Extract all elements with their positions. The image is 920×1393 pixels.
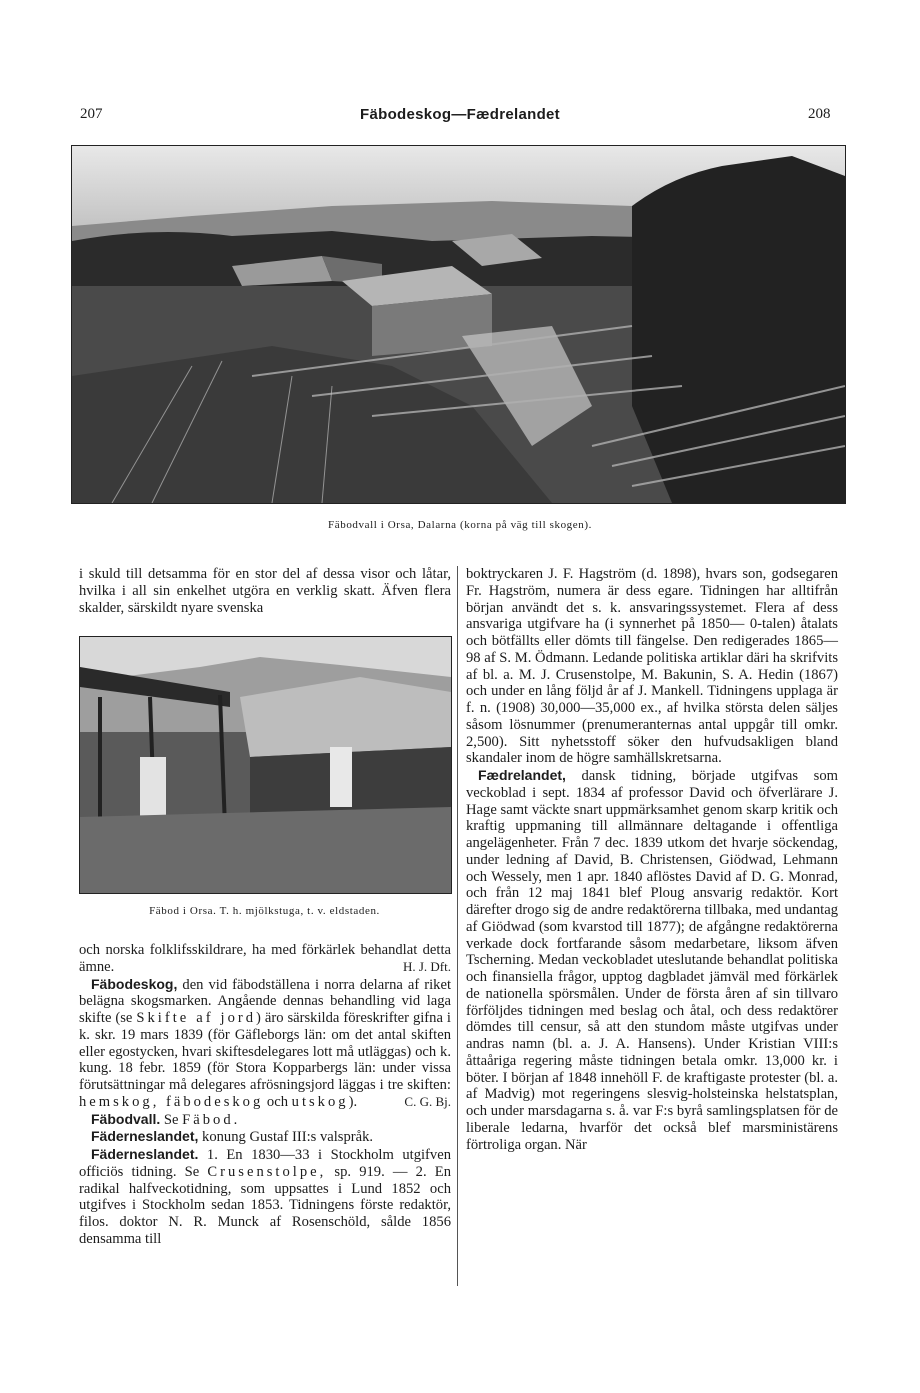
running-head: Fäbodeskog—Fædrelandet	[360, 106, 560, 123]
left-column-entries	[79, 942, 451, 1248]
lemma-faderneslandet-2: Fäderneslandet.	[91, 1146, 199, 1162]
cross-reference: Fäbod.	[182, 1111, 241, 1128]
entry-fabodeskog	[79, 976, 451, 1111]
entry-faderneslandet-2	[79, 1146, 451, 1248]
lemma-faderneslandet: Fäderneslandet,	[91, 1128, 199, 1145]
entry-faderneslandet-1	[79, 1128, 451, 1146]
lemma-faedrelandet: Fædrelandet,	[478, 767, 566, 783]
cross-reference: utskog	[291, 1093, 349, 1110]
entry-text: dansk tidning, började utgifvas som veckoblad i sept. 1834 af professor David och öfverlärare J. Hage samt väckte snart uppmärksamhet genom skarp kritik och kraftig uppmaning till allmännare deltagande i offentliga angelägenheter. Från 7 dec. 1839 utkom det hvarje söckendag, under ledning af David, B. Christensen, Giödwad, Lehmann och Wessely, men 1 apr. 1840 aflöstes David af D. G. Monrad, och från 12 maj 1841 blef Ploug ansvarig redaktör. Kort därefter drogo sig de andre redaktörerna tillbaka, med undantag af Giödwad (som kvarstod till 1877); de afgångne redaktörerna verkade dock fortfarande såsom medarbetare, liksom äfven Tscherning. Medan veckobladet uteslutande behandlat politiska och finansiella frågor, upptog dagbladet jämväl med förkärlek de nationella spörsmålen. Under de första åren af sin tillvaro förföljdes tidningen med beslag och åtal, och dess redaktörer dömdes till censur, så att den stundom måste utgifvas under andras namn (bl. a. J. A. Hansens). Under Kristian VIII:s åttaåriga regering måste tidningen betala omkr. 13,000 kr. i böter. I början af 1848 innehöll F. de kraftigaste protester (bl. a. af Madvig) mot regeringens slesvig-holsteinska helstatsplan, och under marsdagarna s. å. var F:s byrå samlingsplatsen för de liberale ledarna, hvarför det också blef marsministärens förtroliga organ. När	[466, 768, 838, 1153]
lemma-fabodvall: Fäbodvall.	[91, 1110, 161, 1127]
cross-reference: Crusenstolpe,	[207, 1163, 327, 1180]
cross-reference: Skifte af jord	[136, 1010, 257, 1026]
left-continuation-text: och norska folklifsskildrare, ha med förkärlek behandlat detta ämne.	[79, 942, 451, 975]
entry-text: sp. 919. — 2. En radikal halfveckotidning, som uppsattes i Lund 1852 och utgifves i Stockholm sedan 1853. Tidningens förste redaktör, filos. doktor N. R. Munck af Rosenschöld, sålde 1856 densamma till	[79, 1163, 451, 1247]
page-number-left: 207	[80, 106, 103, 122]
photo-fabod	[79, 636, 452, 894]
left-continuation	[79, 942, 451, 976]
left-column-intro	[79, 566, 451, 616]
cross-reference: hemskog, fäbodeskog	[79, 1093, 264, 1110]
photo-fabodvall	[71, 145, 846, 504]
entry-faedrelandet	[466, 767, 838, 1153]
entry-text: den vid fäbodställena i norra delarna af riket belägna skogsmarken. Angående dennas behandling vid laga skifte (se	[79, 976, 451, 1026]
entry-text: konung Gustaf III:s valspråk.	[198, 1129, 374, 1146]
entry-text: ) äro särskilda föreskrifter gifna i k. skr. 19 mars 1839 (för Gäfleborgs län: om det antal skiften eller egostycken, hvari skiftesdelegares lott må utläggas) och k. kung. 18 febr. 1859 (för Stora Kopparbergs län: under vissa förutsättningar må delegares afrösningsjord läggas i tre skiften:	[79, 1010, 451, 1093]
lemma-fabodeskog: Fäbodeskog,	[91, 975, 178, 992]
signature-hjd: H. J. Dft.	[402, 958, 451, 974]
left-intro-text: i skuld till detsamma för en stor del af dessa visor och låtar, hvilka i all sin enkelhet utgöra en verklig skatt. Äfven flera skalder, särskildt nyare svenska	[79, 566, 451, 616]
entry-text: ).	[348, 1093, 358, 1110]
right-continuation: boktryckaren J. F. Hagström (d. 1898), hvars son, godsegaren Fr. Hagström, numera är dess egare. Tidningen har alltifrån början användt det s. k. ansvaringssystemet. Flera af dess ansvariga utgifvare ha (i synnerhet på 1850— 0-talen) åtalats och bötfällts eller dömts till fängelse. Den redigerades 1865—98 af S. M. Ödmann. Ledande politiska artiklar däri ha skrifvits af bl. a. M. J. Crusenstolpe, M. Bakunin, S. A. Hedin (1867) och under en lång följd år af J. Mankell. Tidningens upplaga är f. n. (1908) 30,000—35,000 ex., af hvilka största delen säljes såsom lösnummer (prenumeranternas antal uppgår till omkr. 2,500). Sitt nyhetsstoff söker den hufvudsakligen bland skandaler inom de högre samhällskretsarna.	[466, 566, 838, 767]
column-divider	[457, 566, 458, 1286]
caption-top-photo: Fäbodvall i Orsa, Dalarna (korna på väg till skogen).	[328, 519, 592, 531]
signature-cgbj: C. G. Bj.	[404, 1093, 451, 1109]
entry-fabodvall	[79, 1111, 451, 1129]
entry-text: Se	[160, 1111, 183, 1128]
caption-small-photo: Fäbod i Orsa. T. h. mjölkstuga, t. v. eldstaden.	[149, 905, 380, 917]
right-column	[466, 566, 838, 1153]
entry-text: och	[263, 1093, 292, 1110]
page-number-right: 208	[808, 106, 831, 122]
entry-text: 1. En 1830—33 i Stockholm utgifven officiös tidning. Se	[79, 1147, 451, 1180]
